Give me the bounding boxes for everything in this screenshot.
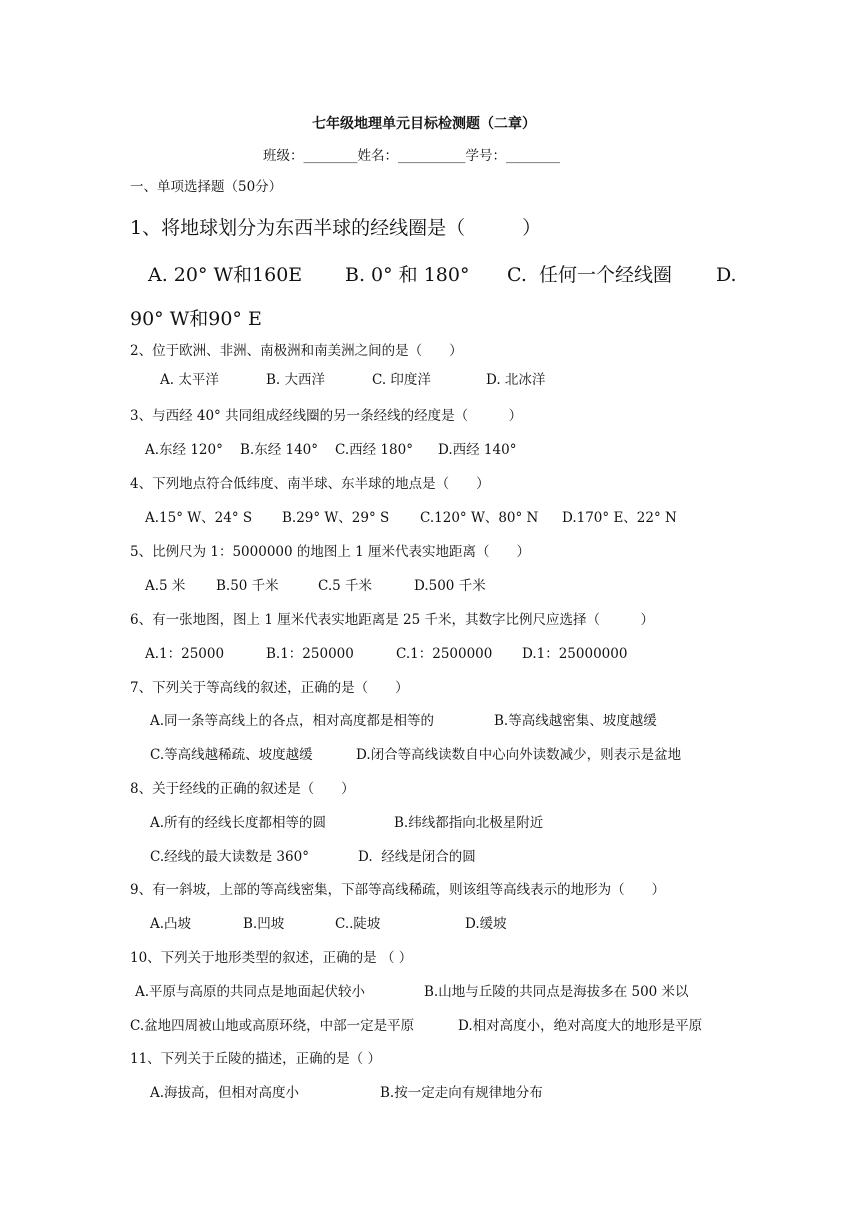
option-b: B.山地与丘陵的共同点是海拔多在 500 米以 — [424, 984, 689, 1000]
option-d: D.相对高度小，绝对高度大的地形是平原 — [458, 1018, 703, 1034]
option-c: C.经线的最大读数是 360° — [150, 849, 309, 865]
option-c: C.1：2500000 — [396, 646, 493, 662]
question-stem: 5、比例尺为 1：5000000 的地图上 1 厘米代表实地距离（ ） — [130, 544, 531, 560]
option-c: C. 印度洋 — [372, 372, 431, 388]
option-d: D. 经线是闭合的圆 — [358, 849, 476, 865]
question-stem: 3、与西经 40° 共同组成经线圈的另一条经线的经度是（ ） — [130, 408, 523, 424]
option-b: B.纬线都指向北极星附近 — [394, 815, 544, 831]
option-b: B.东经 140° — [240, 442, 319, 458]
section-heading: 一、单项选择题（50分） — [130, 179, 283, 195]
question-stem: 7、下列关于等高线的叙述，正确的是（ ） — [130, 680, 409, 696]
question-stem: 1、将地球划分为东西半球的经线圈是（ ） — [130, 217, 542, 239]
question-stem: 2、位于欧洲、非洲、南极洲和南美洲之间的是（ ） — [130, 343, 463, 359]
option-b: B. 大西洋 — [266, 372, 326, 388]
option-a: A.15° W、24° S — [145, 510, 253, 526]
option-c: C.等高线越稀疏、坡度越缓 — [150, 747, 313, 763]
option-a: A.平原与高原的共同点是地面起伏较小 — [135, 984, 366, 1000]
option-d: D.闭合等高线读数自中心向外读数减少，则表示是盆地 — [356, 747, 682, 763]
option-c: C.西经 180° — [335, 442, 413, 458]
option-c: C.120° W、80° N — [420, 510, 539, 526]
option-b: B.等高线越密集、坡度越缓 — [494, 713, 657, 729]
option-a: A. 太平洋 — [160, 372, 219, 388]
option-d-continuation: 90° W和90° E — [130, 308, 262, 330]
option-b: B.按一定走向有规律地分布 — [380, 1085, 543, 1101]
page-title: 七年级地理单元目标检测题（二章） — [312, 116, 536, 132]
option-c: C..陡坡 — [335, 916, 381, 932]
option-d: D.170° E、22° N — [562, 510, 677, 526]
option-d: D.西经 140° — [438, 442, 517, 458]
option-a: A.东经 120° — [145, 442, 223, 458]
option-a: A.1：25000 — [145, 646, 225, 662]
option-d: D.缓坡 — [465, 916, 507, 932]
student-info-line: 班级：________姓名：__________学号：________ — [263, 148, 560, 164]
option-d: D. 北冰洋 — [486, 372, 546, 388]
option-d: D.1：25000000 — [522, 646, 628, 662]
option-b: B.29° W、29° S — [282, 510, 390, 526]
option-a: A. 20° W和160E — [148, 264, 303, 286]
option-a: A.5 米 — [145, 578, 186, 594]
option-c: C.5 千米 — [318, 578, 373, 594]
option-d: D.500 千米 — [414, 578, 486, 594]
question-stem: 8、关于经线的正确的叙述是（ ） — [130, 781, 355, 797]
option-a: A.所有的经线长度都相等的圆 — [150, 815, 327, 831]
option-d: D. — [716, 264, 737, 286]
option-a: A.凸坡 — [150, 916, 192, 932]
option-a: A.同一条等高线上的各点，相对高度都是相等的 — [150, 713, 435, 729]
option-b: B.1：250000 — [266, 646, 354, 662]
option-c: C.盆地四周被山地或高原环绕，中部一定是平原 — [130, 1018, 415, 1034]
option-b: B.凹坡 — [243, 916, 285, 932]
question-stem: 11、下列关于丘陵的描述，正确的是（ ） — [130, 1051, 381, 1067]
option-b: B. 0° 和 180° — [345, 264, 470, 286]
option-c: C. 任何一个经线圈 — [507, 264, 672, 286]
question-stem: 10、下列关于地形类型的叙述，正确的是 （ ） — [130, 950, 413, 966]
option-b: B.50 千米 — [216, 578, 279, 594]
question-stem: 4、下列地点符合低纬度、南半球、东半球的地点是（ ） — [130, 476, 490, 492]
question-stem: 6、有一张地图，图上 1 厘米代表实地距离是 25 千米，其数字比例尺应选择（ ） — [130, 612, 655, 628]
question-stem: 9、有一斜坡，上部的等高线密集，下部等高线稀疏，则该组等高线表示的地形为（ ） — [130, 882, 666, 898]
option-a: A.海拔高，但相对高度小 — [150, 1085, 300, 1101]
